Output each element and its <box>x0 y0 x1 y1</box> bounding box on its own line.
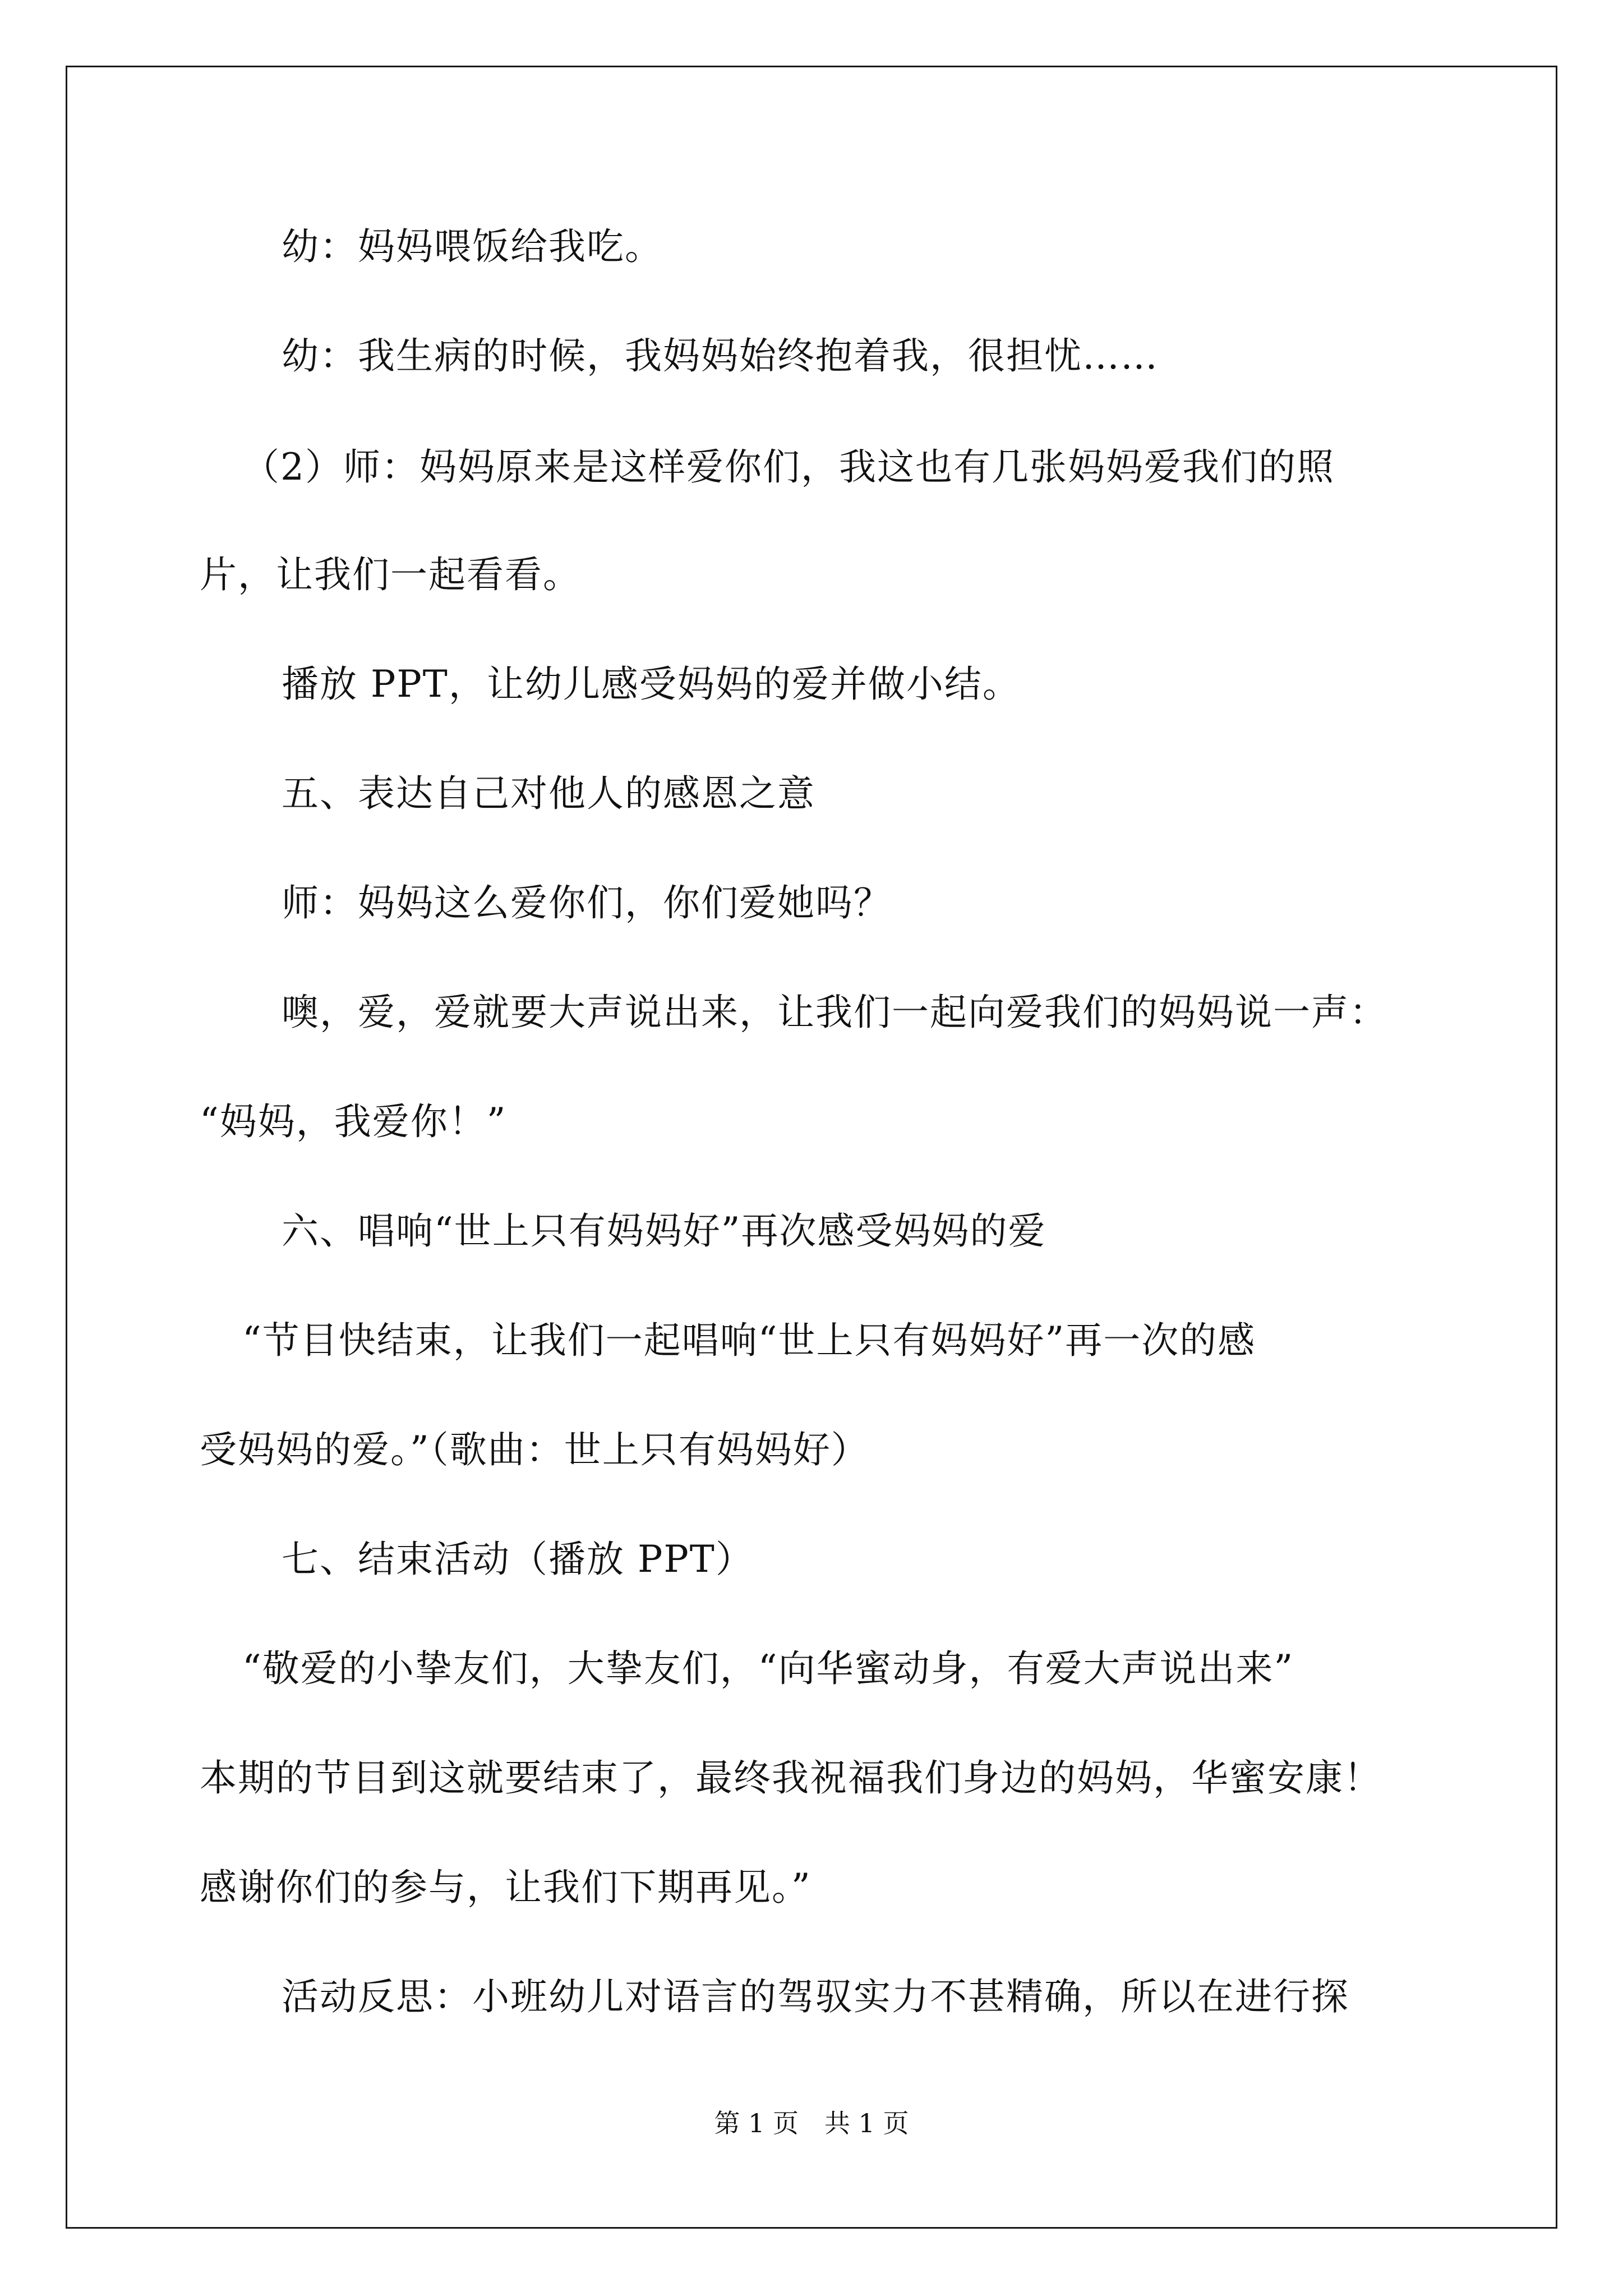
page-footer: 第 1 页 共 1 页 <box>714 2108 909 2138</box>
text-line-8: 噢，爱，爱就要大声说出来，让我们一起向爱我们的妈妈说一声： <box>282 991 1387 1034</box>
section-heading-7: 七、结束活动（播放 PPT） <box>282 1538 754 1581</box>
text-line-5: 播放 PPT，让幼儿感受妈妈的爱并做小结。 <box>282 662 1021 706</box>
section-heading-5: 五、表达自己对他人的感恩之意 <box>282 772 815 815</box>
text-line-12: 受妈妈的爱。”（歌曲：世上只有妈妈好） <box>200 1428 869 1471</box>
text-line-2: 幼：我生病的时候，我妈妈始终抱着我，很担忧…… <box>282 334 1159 378</box>
text-line-16: 感谢你们的参与，让我们下期再见。” <box>200 1866 811 1909</box>
text-line-1: 幼：妈妈喂饭给我吃。 <box>282 225 663 268</box>
text-line-11: “节目快结束，让我们一起唱响“世上只有妈妈好”再一次的感 <box>242 1319 1256 1362</box>
text-line-15: 本期的节目到这就要结束了，最终我祝福我们身边的妈妈，华蜜安康！ <box>200 1756 1382 1800</box>
text-line-14: “敬爱的小挚友们，大挚友们，“向华蜜动身，有爱大声说出来” <box>242 1647 1294 1690</box>
text-line-4: 片，让我们一起看看。 <box>200 553 581 596</box>
section-heading-6: 六、唱响“世上只有妈妈好”再次感受妈妈的爱 <box>282 1209 1046 1253</box>
text-line-7: 师：妈妈这么爱你们，你们爱她吗？ <box>282 881 892 924</box>
text-line-3: （2）师：妈妈原来是这样爱你们，我这也有几张妈妈爱我们的照 <box>242 445 1335 489</box>
text-line-17: 活动反思：小班幼儿对语言的驾驭实力不甚精确，所以在进行探 <box>282 1975 1349 2018</box>
text-line-9: “妈妈，我爱你！” <box>200 1100 507 1143</box>
